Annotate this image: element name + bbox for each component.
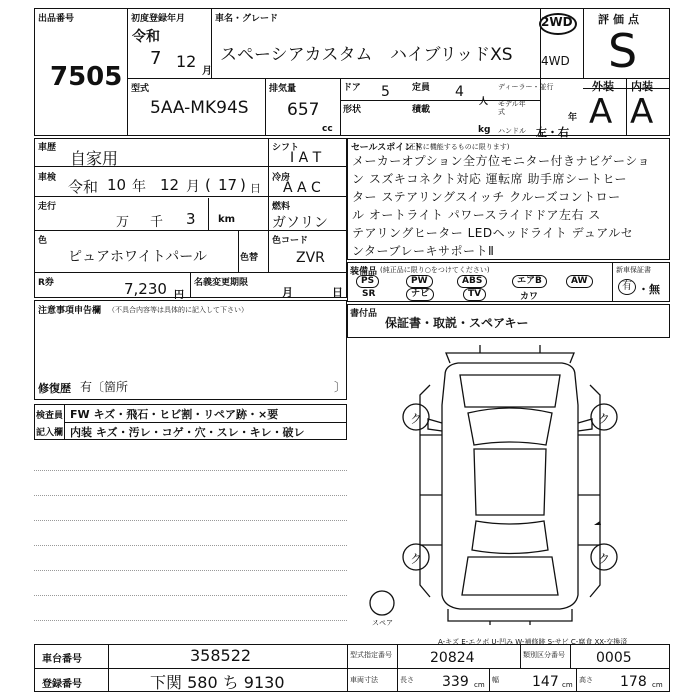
handle-value: 左・右	[536, 126, 569, 139]
lot-number: 7505	[50, 62, 123, 92]
tire-mark-rear-right: ク	[598, 552, 611, 566]
mileage-sen: 千	[150, 215, 164, 230]
mileage-value: 3	[186, 210, 196, 228]
model-year-label: モデル年式	[498, 100, 526, 116]
equip-airbag: エアB	[512, 275, 547, 288]
notes-sublabel: （不具合内容等は具体的に記入して下さい）	[108, 306, 248, 314]
equip-aw: AW	[566, 275, 593, 288]
history-value: 自家用	[70, 149, 119, 168]
extras-value: 保証書・取説・スペアキー	[385, 316, 529, 330]
dotted-line	[34, 495, 347, 496]
car-name: スペーシアカスタム	[220, 45, 373, 65]
plate-value: 下関 580 ち 9130	[150, 673, 285, 692]
divider	[268, 230, 269, 272]
history-label: 車歴	[38, 143, 57, 153]
lot-label: 出品番号	[38, 14, 75, 24]
dealer-label: ディーラー・並行	[498, 83, 554, 91]
tire-mark-front-right: ク	[598, 412, 611, 426]
divider	[340, 78, 341, 136]
divider	[190, 272, 191, 298]
inspection-month-unit: 月	[186, 179, 200, 195]
registration-era: 令和	[132, 29, 160, 45]
category-value: 0005	[596, 650, 632, 666]
new-car-warranty-label: 新車保証書	[616, 266, 651, 274]
divider	[64, 404, 65, 440]
color-code: ZVR	[296, 250, 325, 266]
chassis-label: 車台番号	[42, 654, 82, 665]
inspection-day-unit: 日	[250, 182, 261, 195]
width-unit: cm	[562, 681, 573, 689]
plate-label: 登録番号	[42, 679, 82, 690]
capacity-unit: 人	[479, 97, 489, 107]
dotted-line	[34, 545, 347, 546]
capacity-value: 4	[455, 84, 464, 100]
mileage-man: 万	[116, 215, 130, 230]
car-name-label: 車名・グレード	[215, 14, 279, 24]
equip-leather: カワ	[520, 292, 539, 302]
color-label: 色	[38, 236, 48, 246]
length-label: 長さ	[400, 676, 414, 684]
fuel-label: 燃料	[272, 202, 291, 212]
designation-label: 型式指定番号	[350, 651, 392, 659]
recycle-value: 7,230	[124, 280, 167, 298]
color-code-label: 色コード	[272, 236, 309, 246]
dotted-line	[34, 520, 347, 521]
inspection-label: 車検	[38, 173, 57, 183]
displacement-value: 657	[287, 100, 320, 120]
chassis-value: 358522	[190, 646, 252, 665]
divider	[570, 644, 571, 668]
inspector-label-2: 記入欄	[36, 428, 64, 438]
divider	[127, 78, 540, 79]
registration-year: 7	[150, 48, 162, 69]
registration-month-unit: 月	[202, 66, 212, 77]
notes-label: 注意事項申告欄	[38, 306, 102, 316]
recycle-label: R券	[38, 278, 54, 288]
new-car-warranty-yes: 有	[618, 279, 636, 295]
name-change-month: 月	[282, 286, 293, 299]
category-label: 類別区分番号	[523, 651, 565, 659]
inspector-line-1: FW キズ・飛石・ヒビ割・リペア跡・×要	[70, 408, 279, 421]
length-unit: cm	[474, 681, 485, 689]
recycle-unit: 円	[174, 290, 184, 301]
grade-score-label: 評価点	[598, 13, 643, 26]
mileage-label: 走行	[38, 202, 57, 212]
capacity-label: 定員	[412, 83, 431, 93]
inspection-era: 令和	[68, 178, 99, 196]
handle-label: ハンドル	[498, 127, 526, 135]
grade-score-value: S	[608, 24, 638, 78]
divider	[397, 644, 398, 692]
selling-points-text	[352, 152, 668, 260]
doors-value: 5	[381, 84, 390, 100]
divider	[520, 644, 521, 668]
name-change-day: 日	[332, 286, 343, 299]
divider	[626, 78, 627, 136]
tire-mark-rear-left: ク	[410, 552, 423, 566]
equip-navi: ナビ	[406, 288, 434, 301]
ac-label: 冷房	[272, 173, 291, 183]
repair-label: 修復歴	[38, 382, 71, 395]
divider	[489, 668, 490, 692]
divider	[576, 668, 577, 692]
selling-point-line: ンターブレーキサポートⅡ	[352, 244, 495, 258]
divider	[265, 78, 266, 136]
extras-label: 書付品	[350, 309, 378, 319]
equip-ps: PS	[356, 275, 379, 288]
car-diagram	[350, 345, 670, 625]
equipment-sub: (純正品に限り○をつけてください)	[380, 266, 490, 274]
divider	[583, 8, 584, 78]
drive-4wd: 4WD	[541, 54, 570, 68]
fuel-value: ガソリン	[272, 215, 328, 231]
car-grade: ハイブリッドXS	[390, 45, 513, 65]
divider	[612, 262, 613, 302]
divider	[64, 422, 347, 423]
displacement-unit: cc	[322, 124, 333, 134]
divider	[34, 668, 670, 669]
designation-value: 20824	[430, 650, 475, 666]
registration-month: 12	[176, 52, 197, 71]
spare-label: スペア	[372, 619, 393, 627]
inspection-year-unit: 年	[132, 179, 146, 195]
equip-tv: TV	[463, 288, 486, 301]
doors-label: ドア	[343, 83, 361, 93]
height-label: 高さ	[579, 676, 593, 684]
model-label: 型式	[131, 84, 150, 94]
dotted-line	[34, 470, 347, 471]
repair-close: 〕	[334, 380, 347, 394]
inspector-line-2: 内装 キズ・汚レ・コゲ・穴・スレ・キレ・破レ	[70, 426, 305, 439]
model-year-unit: 年	[568, 113, 578, 123]
color-change-label: 色替	[240, 253, 259, 263]
selling-point-line: ン スズキコネクト対応 運転席 助手席シートヒー	[352, 172, 627, 186]
height-unit: cm	[652, 681, 663, 689]
repair-value: 有〔箇所	[80, 380, 129, 394]
dotted-line	[34, 595, 347, 596]
damage-legend: A-キズ E-エクボ U-凹み W-補修跡 S-サビ C-腐食 XX-交換済	[438, 638, 628, 646]
shift-label: シフト	[272, 143, 300, 153]
interior-label: 内装	[631, 80, 653, 93]
interior-value: A	[630, 92, 654, 132]
ac-value: A A C	[283, 180, 321, 196]
divider	[238, 230, 239, 272]
divider	[208, 198, 209, 230]
width-label: 幅	[492, 676, 499, 684]
shape-label: 形状	[343, 105, 362, 115]
color-value: ピュアホワイトパール	[68, 249, 208, 265]
equip-sr: SR	[362, 289, 376, 299]
inspection-day-close: )	[240, 176, 246, 194]
dotted-line	[34, 620, 347, 621]
inspection-day-open: (	[205, 176, 211, 194]
selling-point-line: ター ステアリングスイッチ クルーズコントロー	[352, 190, 621, 204]
exterior-value: A	[589, 92, 613, 132]
exterior-label: 外装	[592, 80, 614, 93]
tire-mark-front-left: ク	[410, 412, 423, 426]
equip-pw: PW	[406, 275, 433, 288]
new-car-warranty-no: ・無	[638, 283, 660, 296]
divider	[347, 644, 348, 692]
selling-point-line: ル オートライト パワースライドドア左右 ス	[352, 208, 601, 222]
dims-label: 車両寸法	[350, 676, 378, 684]
shift-value: I A T	[290, 150, 322, 166]
divider	[268, 138, 269, 230]
width-value: 147	[532, 674, 559, 690]
selling-points-sub: (正常に機能するものに限ります)	[406, 143, 510, 151]
inspection-month: 12	[160, 176, 180, 194]
inspector-label-1: 検査員	[36, 411, 64, 421]
selling-point-line: メーカーオプション全方位モニター付きナビゲーショ	[352, 154, 650, 168]
equip-abs: ABS	[457, 275, 487, 288]
selling-point-line: テアリングヒーター LEDヘッドライト デュアルセ	[352, 226, 634, 240]
dotted-line	[34, 570, 347, 571]
load-label: 積載	[412, 105, 431, 115]
selling-points-label: セールスポイント	[351, 143, 423, 153]
inspection-day: 17	[218, 176, 238, 194]
length-value: 339	[442, 674, 469, 690]
height-value: 178	[620, 674, 647, 690]
load-unit: kg	[478, 125, 491, 135]
inspection-year: 10	[107, 176, 127, 194]
model-value: 5AA-MK94S	[150, 98, 249, 118]
divider	[108, 644, 109, 692]
equipment-label: 装備品	[350, 267, 378, 277]
mileage-unit: km	[218, 214, 236, 225]
registration-label: 初度登録年月	[131, 14, 186, 24]
displacement-label: 排気量	[269, 84, 297, 94]
drive-2wd: 2WD	[541, 15, 573, 29]
name-change-label: 名義変更期限	[194, 278, 249, 288]
divider	[127, 8, 128, 136]
